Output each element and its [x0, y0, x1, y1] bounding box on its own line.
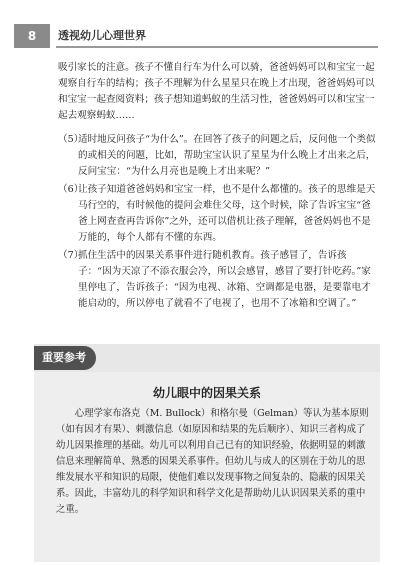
page-number: 8 [14, 24, 50, 48]
reference-text: 心理学家布洛克（M. Bullock）和格尔曼（Gelman）等认为基本原则（如有因才有果）、刺激信息（如原因和结果的先后顺序）、知识三者构成了幼儿因果推理的基础。幼儿可以利用自己已有的知识经验，依据明显的刺激信息来理解简单、熟悉的因果关系事件。但幼儿与成人的区别在于幼儿的思维发展水平和知识的局限，使他们难以发现事物之间复杂的、隐蔽的因果关系。因此，丰富幼儿的科学知识和科学文化是帮助幼儿认识因果关系的重中之重。 [56, 408, 369, 515]
list-item-number: （5） [58, 134, 84, 145]
book-title: 透视幼儿心理世界 [58, 29, 146, 42]
list-item-6 [58, 182, 378, 246]
header-divider [56, 46, 378, 48]
list-item-text: 适时地反问孩子“为什么”。在回答了孩子的问题之后，反问他一个类似的或相关的问题，比如，帮助宝宝认识了星星为什么晚上才出来之后，反问宝宝：“为什么月亮也是晚上才出来呢？” [78, 134, 376, 177]
list-item-text: 让孩子知道爸爸妈妈和宝宝一样，也不是什么都懂的。孩子的思维是天马行空的，有时候他的提问会难住父母，这个时候，除了告诉宝宝“爸爸上网查查再告诉你”之外，还可以借机让孩子理解，爸爸妈妈也不是万能的，每个人都有不懂的东西。 [78, 184, 376, 243]
list-item-7 [58, 248, 378, 312]
list-item-text: 抓住生活中的因果关系事件进行随机教育。孩子感冒了，告诉孩子：“因为天凉了不添衣服会冷，所以会感冒，感冒了要打针吃药。”家里停电了，告诉孩子：“因为电视、冰箱、空调都是电器，是要靠电才能启动的，所以停电了就看不了电视了，也用不了冰箱和空调了。” [78, 250, 371, 309]
list-item-5 [58, 132, 378, 180]
continued-paragraph: 吸引家长的注意。孩子不懂自行车为什么可以骑，爸爸妈妈可以和宝宝一起观察自行车的结构；孩子不理解为什么星星只在晚上才出现，爸爸妈妈可以和宝宝一起查阅资料；孩子想知道蚂蚁的生活习性，爸爸妈妈可以和宝宝一起去观察蚂蚁…… [58, 62, 375, 121]
reference-badge: 重要参考 [34, 346, 96, 370]
list-item-number: （6） [58, 184, 84, 195]
reference-title: 幼儿眼中的因果关系 [152, 386, 261, 400]
page-header [0, 0, 400, 50]
list-item-number: （7） [58, 250, 84, 261]
